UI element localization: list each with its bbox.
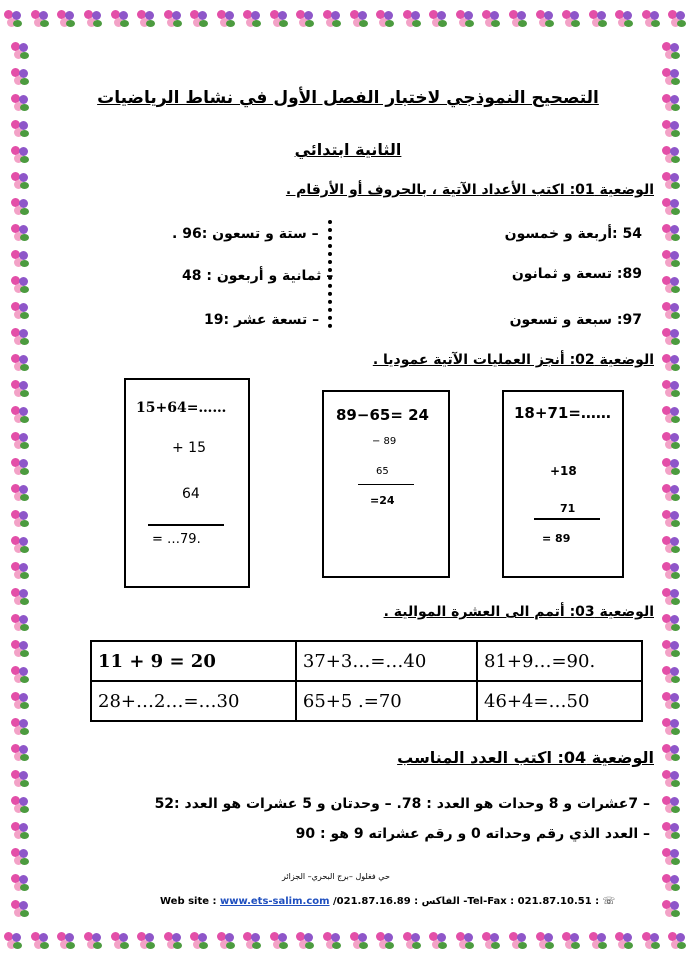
flower-icon (536, 932, 554, 950)
worksheet-page (42, 40, 654, 920)
flower-icon (662, 718, 680, 736)
flower-icon (662, 536, 680, 554)
flower-icon (11, 198, 29, 216)
flower-icon (11, 276, 29, 294)
footer-address: حي فغلول –برج البحري– الجزائر (282, 872, 390, 881)
fax-text: /021.87.16.89 : الفاكس (333, 896, 460, 907)
flower-icon (668, 10, 686, 28)
s1-right-1: 54 :أربعة و خمسون (504, 226, 642, 242)
flower-icon (11, 770, 29, 788)
section4-heading: الوضعية 04: اكتب العدد المناسب (397, 748, 654, 767)
flower-icon (11, 484, 29, 502)
right-flower-border (653, 38, 689, 922)
flower-icon (11, 172, 29, 190)
flower-icon (662, 224, 680, 242)
flower-icon (562, 932, 580, 950)
flower-icon (11, 328, 29, 346)
flower-icon (662, 692, 680, 710)
flower-icon (662, 94, 680, 112)
flower-icon (11, 224, 29, 242)
flower-icon (11, 900, 29, 918)
flower-icon (11, 666, 29, 684)
flower-icon (296, 10, 314, 28)
flower-icon (11, 146, 29, 164)
flower-icon (403, 932, 421, 950)
op-right-line1: +18 (550, 464, 577, 478)
op-right-header: 18+71=…… (514, 404, 611, 422)
flower-icon (615, 932, 633, 950)
s1-right-2: 89: تسعة و ثمانون (511, 266, 642, 282)
section3-heading: الوضعية 03: أتمم الى العشرة الموالية . (383, 604, 654, 620)
tens-table (90, 640, 643, 722)
footer-contact (160, 896, 615, 907)
flower-icon (11, 250, 29, 268)
flower-icon (31, 932, 49, 950)
flower-icon (350, 932, 368, 950)
op-right-line2: 71 (560, 502, 576, 515)
website-link[interactable]: www.ets-salim.com (220, 896, 330, 907)
flower-icon (662, 640, 680, 658)
flower-icon (662, 42, 680, 60)
flower-icon (31, 10, 49, 28)
flower-icon (217, 932, 235, 950)
flower-icon (11, 614, 29, 632)
operation-box-left (124, 378, 250, 588)
page-title: التصحيح النموذجي لاختبار الفصل الأول في نشاط الرياضيات (97, 88, 599, 108)
flower-icon (662, 328, 680, 346)
op-left-rule (148, 524, 224, 526)
flower-icon (270, 932, 288, 950)
flower-icon (662, 796, 680, 814)
flower-icon (662, 380, 680, 398)
op-right-result: = 89 (542, 532, 571, 545)
flower-icon (662, 562, 680, 580)
table-cell: 46+4=…50 (477, 681, 642, 721)
flower-icon (190, 10, 208, 28)
flower-icon (662, 68, 680, 86)
flower-icon (11, 718, 29, 736)
flower-icon (376, 932, 394, 950)
flower-icon (11, 874, 29, 892)
flower-icon (662, 614, 680, 632)
flower-icon (11, 120, 29, 138)
op-right-rule (534, 518, 600, 520)
table-row (91, 641, 642, 681)
flower-icon (662, 874, 680, 892)
flower-icon (137, 932, 155, 950)
table-cell: 28+…2…=…30 (91, 681, 296, 721)
flower-icon (323, 10, 341, 28)
flower-icon (164, 932, 182, 950)
flower-icon (662, 458, 680, 476)
flower-icon (11, 692, 29, 710)
flower-icon (11, 640, 29, 658)
telfax-text: -Tel-Fax : 021.87.10.51 : (463, 896, 600, 907)
flower-icon (190, 932, 208, 950)
flower-icon (482, 10, 500, 28)
flower-icon (11, 94, 29, 112)
flower-icon (662, 146, 680, 164)
flower-icon (589, 932, 607, 950)
op-left-line1: + 15 (172, 440, 206, 456)
flower-icon (662, 744, 680, 762)
flower-icon (11, 536, 29, 554)
operation-box-middle (322, 390, 450, 578)
section2-heading: الوضعية 02: أنجز العمليات الآتية عموديا . (372, 352, 654, 368)
flower-icon (57, 10, 75, 28)
s1-left-2: – ثمانية و أربعون : 48 (182, 268, 334, 284)
flower-icon (662, 120, 680, 138)
flower-icon (243, 10, 261, 28)
flower-icon (615, 10, 633, 28)
flower-icon (11, 848, 29, 866)
flower-icon (11, 380, 29, 398)
flower-icon (296, 932, 314, 950)
flower-icon (662, 354, 680, 372)
flower-icon (662, 900, 680, 918)
flower-icon (11, 796, 29, 814)
flower-icon (11, 822, 29, 840)
flower-icon (662, 770, 680, 788)
flower-icon (111, 10, 129, 28)
flower-icon (429, 10, 447, 28)
flower-icon (562, 10, 580, 28)
table-row (91, 681, 642, 721)
flower-icon (11, 458, 29, 476)
flower-icon (350, 10, 368, 28)
flower-icon (11, 406, 29, 424)
left-flower-border (2, 38, 38, 922)
op-left-result: = …79. (152, 532, 201, 547)
op-mid-header: 89−65= 24 (336, 406, 429, 424)
op-mid-result: =24 (370, 494, 395, 507)
op-mid-rule (358, 484, 414, 485)
grade-label: الثانية ابتدائي (294, 140, 402, 159)
bottom-flower-border (0, 922, 691, 960)
flower-icon (668, 932, 686, 950)
flower-icon (456, 10, 474, 28)
flower-icon (217, 10, 235, 28)
flower-icon (662, 822, 680, 840)
flower-icon (662, 172, 680, 190)
flower-icon (662, 848, 680, 866)
op-mid-line2: 65 (376, 466, 389, 477)
flower-icon (11, 432, 29, 450)
s1-left-1: – ستة و تسعون :96 . (172, 226, 319, 242)
flower-icon (662, 588, 680, 606)
flower-icon (376, 10, 394, 28)
flower-icon (662, 406, 680, 424)
flower-icon (11, 744, 29, 762)
flower-icon (84, 10, 102, 28)
flower-icon (11, 588, 29, 606)
flower-icon (11, 302, 29, 320)
flower-icon (164, 10, 182, 28)
s4-line1: – 7عشرات و 8 وحدات هو العدد : 78. – وحدتان و 5 عشرات هو العدد :52 (154, 796, 650, 812)
table-cell: 37+3…=…40 (296, 641, 477, 681)
flower-icon (642, 10, 660, 28)
flower-icon (111, 932, 129, 950)
table-cell: 65+5 .=70 (296, 681, 477, 721)
flower-icon (662, 510, 680, 528)
flower-icon (509, 932, 527, 950)
top-flower-border (0, 0, 691, 38)
flower-icon (84, 932, 102, 950)
flower-icon (456, 932, 474, 950)
flower-icon (429, 932, 447, 950)
section1-heading: الوضعية 01: اكتب الأعداد الآتية ، بالحروف أو الأرقام . (285, 182, 654, 198)
s1-left-3: – تسعة عشر :19 (204, 312, 320, 328)
s1-right-3: 97: سبعة و تسعون (509, 312, 642, 328)
flower-icon (11, 562, 29, 580)
phone-icon: ☏ (602, 896, 616, 907)
flower-icon (243, 932, 261, 950)
table-cell: 81+9…=90. (477, 641, 642, 681)
op-left-line2: 64 (182, 486, 200, 502)
flower-icon (403, 10, 421, 28)
flower-icon (662, 484, 680, 502)
flower-icon (662, 666, 680, 684)
op-left-header: 15+64=…… (136, 400, 227, 416)
flower-icon (57, 932, 75, 950)
flower-icon (662, 432, 680, 450)
flower-icon (662, 250, 680, 268)
flower-icon (4, 932, 22, 950)
op-mid-line1: − 89 (372, 436, 397, 447)
flower-icon (662, 198, 680, 216)
flower-icon (662, 276, 680, 294)
flower-icon (642, 932, 660, 950)
flower-icon (11, 68, 29, 86)
s4-line2: – العدد الذي رقم وحداته 0 و رقم عشراته 9 هو : 90 (295, 826, 650, 842)
operation-box-right (502, 390, 624, 578)
flower-icon (137, 10, 155, 28)
flower-icon (589, 10, 607, 28)
website-label: Web site : (160, 896, 217, 907)
flower-icon (4, 10, 22, 28)
flower-icon (11, 354, 29, 372)
flower-icon (509, 10, 527, 28)
flower-icon (482, 932, 500, 950)
flower-icon (662, 302, 680, 320)
flower-icon (536, 10, 554, 28)
table-cell: 11 + 9 = 20 (91, 641, 296, 681)
flower-icon (11, 42, 29, 60)
flower-icon (11, 510, 29, 528)
flower-icon (323, 932, 341, 950)
flower-icon (270, 10, 288, 28)
